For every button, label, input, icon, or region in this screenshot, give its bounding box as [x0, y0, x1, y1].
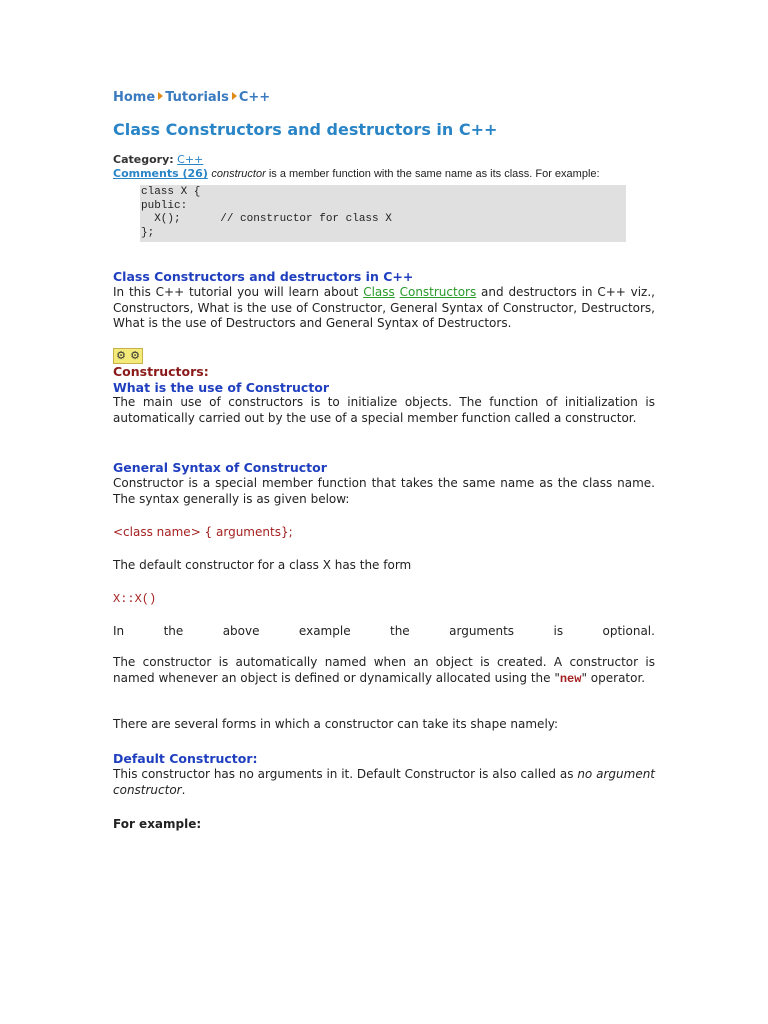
lead-italic: constructor: [211, 168, 266, 180]
use-heading: What is the use of Constructor: [113, 380, 330, 395]
syntax-paragraph: Constructor is a special member function that takes the same name as the class name. The syntax generally is as given below:: [113, 476, 655, 506]
article-meta: [113, 153, 600, 181]
code-block-text: class X { public: X(); // constructor for class X };: [141, 186, 392, 239]
category-link[interactable]: C++: [177, 153, 204, 166]
optional-paragraph: [113, 624, 655, 640]
intro-text-after: and destructors in C++ viz., Constructors, What is the use of Constructor, General Syntax of Constructor, Destructors, What is the use of Destructors and General Syntax of Destructors.: [113, 285, 655, 330]
forms-paragraph: There are several forms in which a constructor can take its shape namely:: [113, 717, 559, 731]
intro-paragraph: [113, 285, 655, 332]
default-constructor-paragraph: [113, 767, 655, 798]
optional-word: In: [113, 624, 125, 638]
nav-icons: [113, 348, 143, 364]
breadcrumb-cpp-link[interactable]: C++: [238, 90, 271, 105]
new-keyword: new: [559, 671, 582, 686]
comments-link[interactable]: Comments (26): [113, 167, 208, 180]
syntax-code: <class name> { arguments};: [113, 525, 293, 539]
syntax-heading: General Syntax of Constructor: [113, 460, 327, 475]
intro-text-before: In this C++ tutorial you will learn about: [113, 285, 364, 299]
nav-next-icon[interactable]: ⚙: [130, 349, 140, 362]
nav-prev-icon[interactable]: ⚙: [116, 349, 126, 362]
lead-text: is a member function with the same name as its class. For example:: [265, 168, 600, 180]
breadcrumb-tutorials-link[interactable]: Tutorials: [165, 90, 229, 105]
default-form-paragraph: The default constructor for a class X has the form: [113, 558, 412, 572]
breadcrumb-arrow-icon: [232, 92, 237, 100]
auto-text-after: " operator.: [581, 670, 646, 685]
category-label: Category:: [113, 153, 174, 166]
default-text-before: This constructor has no arguments in it. Default Constructor is also called as: [113, 767, 578, 781]
optional-word: arguments: [449, 624, 515, 638]
page-title: Class Constructors and destructors in C++: [113, 120, 498, 139]
auto-named-paragraph: [113, 655, 655, 687]
breadcrumb: [113, 90, 270, 105]
default-text-after: .: [181, 782, 186, 797]
constructors-link[interactable]: Constructors: [399, 285, 477, 299]
default-text-italic: no argument constructor: [113, 767, 656, 797]
constructors-heading: Constructors:: [113, 364, 209, 379]
for-example-label: For example:: [113, 817, 202, 831]
optional-word: the: [163, 624, 184, 638]
optional-word: example: [298, 624, 351, 638]
default-constructor-heading: Default Constructor:: [113, 751, 258, 766]
default-form-code: X::X(): [113, 592, 157, 606]
optional-word: the: [390, 624, 410, 638]
class-link[interactable]: Class: [363, 285, 395, 299]
use-paragraph: The main use of constructors is to initialize objects. The function of initialization is automatically carried out by the use of a special member function called a constructor.: [113, 395, 655, 425]
auto-text-before: The constructor is automatically named when an object is created. A constructor is named whenever an object is defined or dynamically allocated using the ": [113, 655, 655, 685]
optional-word: optional.: [602, 624, 655, 638]
optional-word: above: [222, 624, 260, 638]
section-title: Class Constructors and destructors in C++: [113, 269, 414, 284]
code-block: [140, 185, 626, 242]
breadcrumb-home-link[interactable]: Home: [113, 90, 156, 105]
breadcrumb-arrow-icon: [158, 92, 163, 100]
optional-word: is: [553, 624, 564, 638]
